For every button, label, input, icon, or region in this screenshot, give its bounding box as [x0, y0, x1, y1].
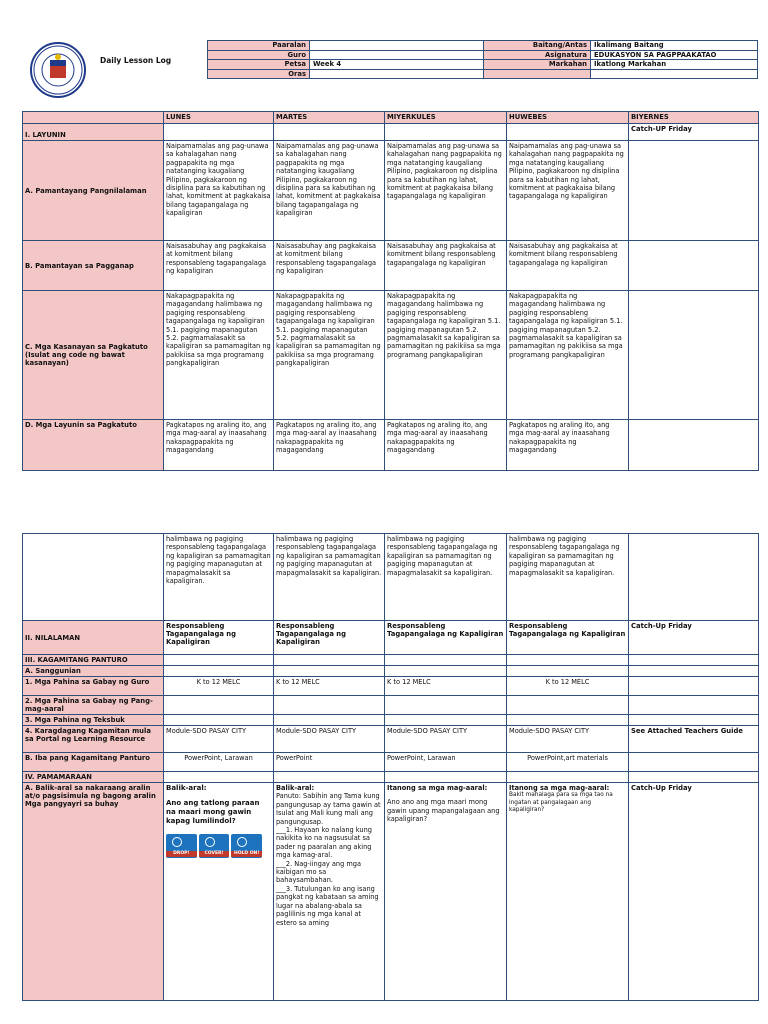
markahan-label: Markahan [484, 60, 591, 70]
wed-heading: Itanong sa mga mag-aaral: [387, 784, 488, 792]
balik-aral-label: A. Balik-aral sa nakaraang aralin at/o pagsisimula ng bagong aralin Mga pangyayri sa buhay [23, 783, 164, 1001]
nilalaman-fri: Catch-Up Friday [629, 621, 759, 655]
d-text-mon: Pagkatapos ng araling ito, ang mga mag-aaral ay inaasahang nakapagpapakita ng magagandang [164, 420, 274, 471]
melc-wed: K to 12 MELC [385, 677, 507, 696]
layunin-pagkatuto-label: D. Mga Layunin sa Pagkatuto [23, 420, 164, 471]
cell [629, 241, 759, 291]
karagdagang-kagamitan-label: 4. Karagdagang Kagamitan mula sa Portal ng Learning Resource [23, 726, 164, 753]
melc-tue: K to 12 MELC [274, 677, 385, 696]
module-mon: Module-SDO PASAY CITY [164, 726, 274, 753]
empty-value [591, 69, 758, 79]
balik-aral-fri: Catch-Up Friday [629, 783, 759, 1001]
petsa-value: Week 4 [310, 60, 484, 70]
d-text-wed: Pagkatapos ng araling ito, ang mga mag-aaral ay inaasahang nakapagpapakita ng magagandang [385, 420, 507, 471]
layunin-label: I. LAYUNIN [23, 124, 164, 141]
gabay-mag-aaral-label: 2. Mga Pahina sa Gabay ng Pang-mag-aaral [23, 696, 164, 715]
melc-mon: K to 12 MELC [164, 677, 274, 696]
module-thu: Module-SDO PASAY CITY [507, 726, 629, 753]
iba-kagamitan-label: B. Iba pang Kagamitang Panturo [23, 753, 164, 772]
mon-question: Ano ang tatlong paraan na maari mong gawin kapag lumilindol? [166, 799, 260, 825]
guro-label: Guro [208, 50, 310, 60]
cell [629, 420, 759, 471]
markahan-value: Ikatlong Markahan [591, 60, 758, 70]
baitang-label: Baitang/Antas [484, 41, 591, 51]
pamamaraan-label: IV. PAMAMARAAN [23, 772, 164, 783]
cell [507, 772, 629, 783]
day-header-thu: HUWEBES [507, 112, 629, 124]
cell [629, 666, 759, 677]
drop-icon: DROP! [166, 834, 197, 858]
day-header-fri: BIYERNES [629, 112, 759, 124]
nilalaman-wed: Responsableng Tagapangalaga ng Kapaligiran [385, 621, 507, 655]
cell [274, 655, 385, 666]
module-tue: Module-SDO PASAY CITY [274, 726, 385, 753]
petsa-label: Petsa [208, 60, 310, 70]
document-title: Daily Lesson Log [100, 56, 172, 65]
b-text-mon: Naisasabuhay ang pagkakaisa at komitment bilang responsableng tagapangalaga ng kapaligiran [164, 241, 274, 291]
oras-value [310, 69, 484, 79]
nilalaman-mon: Responsableng Tagapangalaga ng Kapaligiran [164, 621, 274, 655]
melc-thu: K to 12 MELC [507, 677, 629, 696]
cell [385, 666, 507, 677]
cell [274, 696, 385, 715]
attached-guide: See Attached Teachers Guide [629, 726, 759, 753]
pamantayang-pangnilalaman-label: A. Pamantayang Pangnilalaman [23, 141, 164, 241]
balik-aral-mon [164, 783, 274, 1001]
header-branding [22, 40, 206, 98]
iba-wed: PowerPoint, Larawan [385, 753, 507, 772]
nilalaman-tue: Responsableng Tagapangalaga ng Kapaligiran [274, 621, 385, 655]
iba-tue: PowerPoint [274, 753, 385, 772]
cell [507, 715, 629, 726]
cell [164, 124, 274, 141]
module-wed: Module-SDO PASAY CITY [385, 726, 507, 753]
oras-label: Oras [208, 69, 310, 79]
teksbuk-label: 3. Mga Pahina ng Teksbuk [23, 715, 164, 726]
nilalaman-thu: Responsableng Tagapangalaga ng Kapaligiran [507, 621, 629, 655]
thu-heading: Itanong sa mga mag-aaral: [509, 784, 610, 792]
day-header-mon: LUNES [164, 112, 274, 124]
corner-cell [23, 112, 164, 124]
c-text-mon: Nakapagpapakita ng magagandang halimbawa ng pagiging responsableng tagapangalaga ng kapaligiran 5.1. pagiging mapanagutan 5.2. pagmamalasakit sa kapaligiran sa pamamagitan ng pakikiisa sa mga programang pangkapaligiran [164, 291, 274, 420]
tue-item-2: ___2. Nag-iingay ang mga kaibigan mo sa bahaysambahan. [276, 859, 362, 885]
cell [629, 753, 759, 772]
cont-text-mon: halimbawa ng pagiging responsableng tagapangalaga ng kapaligiran sa pamamagitan ng pagiging mapanagutan at mapagmalasakit sa kapaligiran. [164, 534, 274, 621]
deped-seal-icon [30, 42, 86, 98]
guro-value [310, 50, 484, 60]
b-text-tue: Naisasabuhay ang pagkakaisa at komitment bilang responsableng tagapangalaga ng kapaligiran [274, 241, 385, 291]
cell [629, 715, 759, 726]
tue-item-1: ___1. Hayaan ko nalang kung nakikita ko na nagsusulat sa pader ng paaralan ang aking mga kamag-aral. [276, 826, 372, 860]
drop-cover-hold-image [166, 834, 262, 858]
kasanayan-label: C. Mga Kasanayan sa Pagkatuto (Isulat ang code ng bawat kasanayan) [23, 291, 164, 420]
c-text-tue: Nakapagpapakita ng magagandang halimbawa ng pagiging responsableng tagapangalaga ng kapaligiran 5.1. pagiging mapanagutan 5.2. pagmamalasakit sa kapaligiran sa pamamagitan ng pakikiisa sa mga programang pangkapaligiran [274, 291, 385, 420]
cell [507, 124, 629, 141]
paaralan-label: Paaralan [208, 41, 310, 51]
mon-heading: Balik-aral: [166, 784, 207, 792]
tue-item-3: ___3. Tutulungan ko ang isang pangkat ng kabataan sa aming lugar na abalang-abala sa paglilinis ng mga kanal at estero sa aming [276, 884, 379, 927]
cell [164, 715, 274, 726]
b-text-wed: Naisasabuhay ang pagkakaisa at komitment bilang responsableng tagapangalaga ng kapaligiran [385, 241, 507, 291]
a-text-mon: Naipamamalas ang pag-unawa sa kahalagahan nang pagpapakita ng mga natatanging kaugaliang Pilipino, pagkakaroon ng disiplina para sa kabutihan ng lahat, komitment at pagkakaisa bilang tagapangalaga ng kapaligiran [164, 141, 274, 241]
hold-on-icon: HOLD ON! [231, 834, 262, 858]
b-text-thu: Naisasabuhay ang pagkakaisa at komitment bilang responsableng tagapangalaga ng kapaligiran [507, 241, 629, 291]
lesson-table-part2 [22, 533, 759, 1001]
cell [385, 655, 507, 666]
cell [164, 666, 274, 677]
a-text-tue: Naipamamalas ang pag-unawa sa kahalagahan nang pagpapakita ng mga natatanging kaugaliang Pilipino, pagkakaroon ng disiplina para sa kabutihan ng lahat, komitment at pagkakaisa bilang tagapangalaga ng kapaligiran [274, 141, 385, 241]
empty-label [484, 69, 591, 79]
cont-text-wed: halimbawa ng pagiging responsableng tagapangalaga ng kapaligiran sa pamamagitan ng pagiging mapanagutan at mapagmalasakit sa kapaligiran. [385, 534, 507, 621]
sanggunian-label: A. Sanggunian [23, 666, 164, 677]
c-text-thu: Nakapagpapakita ng magagandang halimbawa ng pagiging responsableng tagapangalaga ng kapaligiran 5.1. pagiging mapanagutan 5.2. pagmamalasakit sa kapaligiran sa pamamagitan ng pakikiisa sa mga programang pangkapaligiran [507, 291, 629, 420]
cell [629, 141, 759, 241]
cell [629, 772, 759, 783]
cell [507, 655, 629, 666]
a-text-thu: Naipamamalas ang pag-unawa sa kahalagahan nang pagpapakita ng mga natatanging kaugaliang Pilipino, pagkakaroon ng disiplina para sa kabutihan ng lahat, komitment at pagkakaisa bilang tagapangalaga ng kapaligiran [507, 141, 629, 241]
cell [164, 772, 274, 783]
kagamitan-label: III. KAGAMITANG PANTURO [23, 655, 164, 666]
header-info-table [207, 40, 758, 79]
baitang-value: Ikalimang Baitang [591, 41, 758, 51]
cont-text-tue: halimbawa ng pagiging responsableng tagapangalaga ng kapaligiran sa pamamagitan ng pagiging mapanagutan at mapagmalasakit sa kapaligiran. [274, 534, 385, 621]
cell [385, 696, 507, 715]
nilalaman-label: II. NILALAMAN [23, 621, 164, 655]
cont-text-thu: halimbawa ng pagiging responsableng tagapangalaga ng kapaligiran sa pamamagitan ng pagiging mapanagutan at mapagmalasakit sa kapaligiran. [507, 534, 629, 621]
day-header-tue: MARTES [274, 112, 385, 124]
cell [629, 291, 759, 420]
cell [385, 124, 507, 141]
iba-mon: PowerPoint, Larawan [164, 753, 274, 772]
asignatura-label: Asignatura [484, 50, 591, 60]
cell [274, 715, 385, 726]
cell [274, 666, 385, 677]
asignatura-value: EDUKASYON SA PAGPPAAKATAO [591, 50, 758, 60]
balik-aral-tue [274, 783, 385, 1001]
balik-aral-wed [385, 783, 507, 1001]
cell [507, 666, 629, 677]
iba-thu: PowerPoint,art materials [507, 753, 629, 772]
cell [164, 696, 274, 715]
paaralan-value [310, 41, 484, 51]
d-text-tue: Pagkatapos ng araling ito, ang mga mag-aaral ay inaasahang nakapagpapakita ng magagandang [274, 420, 385, 471]
cell [274, 772, 385, 783]
cell [629, 534, 759, 621]
cell [629, 696, 759, 715]
tue-instruction: Panuto: Sabihin ang Tama kung pangungusap ay tama gawin at Isulat ang Mali kung mali ang pangungusap. [276, 792, 381, 826]
tue-heading: Balik-aral: [276, 784, 315, 792]
a-text-wed: Naipamamalas ang pag-unawa sa kahalagahan nang pagpapakita ng mga natatanging kaugaliang Pilipino, pagkakaroon ng disiplina para sa kabutihan ng lahat, komitment at pagkakaisa bilang tagapangalaga ng kapaligiran [385, 141, 507, 241]
thu-question: Bakit mahalaga para sa mga tao na ingatan at pangalagaan ang kapaligiran? [509, 792, 613, 814]
c-text-wed: Nakapagpapakita ng magagandang halimbawa ng pagiging responsableng tagapangalaga ng kapaligiran 5.1. pagiging mapanagutan 5.2. pagmamalasakit sa kapaligiran sa pamamagitan ng pakikiisa sa mga programang pangkapaligiran [385, 291, 507, 420]
cell [385, 715, 507, 726]
cell [629, 677, 759, 696]
cell [385, 772, 507, 783]
gabay-guro-label: 1. Mga Pahina sa Gabay ng Guro [23, 677, 164, 696]
cell [274, 124, 385, 141]
catchup-friday: Catch-UP Friday [629, 124, 759, 141]
day-header-wed: MIYERKULES [385, 112, 507, 124]
wed-question: Ano ano ang mga maari mong gawin upang mapangalagaan ang kapaligiran? [387, 798, 500, 824]
cell [507, 696, 629, 715]
lesson-table-part1 [22, 111, 759, 471]
cell [629, 655, 759, 666]
cell [164, 655, 274, 666]
d-text-thu: Pagkatapos ng araling ito, ang mga mag-aaral ay inaasahang nakapagpapakita ng magagandang [507, 420, 629, 471]
pamantayan-pagganap-label: B. Pamantayan sa Pagganap [23, 241, 164, 291]
cell [23, 534, 164, 621]
balik-aral-thu [507, 783, 629, 1001]
cover-icon: COVER! [199, 834, 230, 858]
